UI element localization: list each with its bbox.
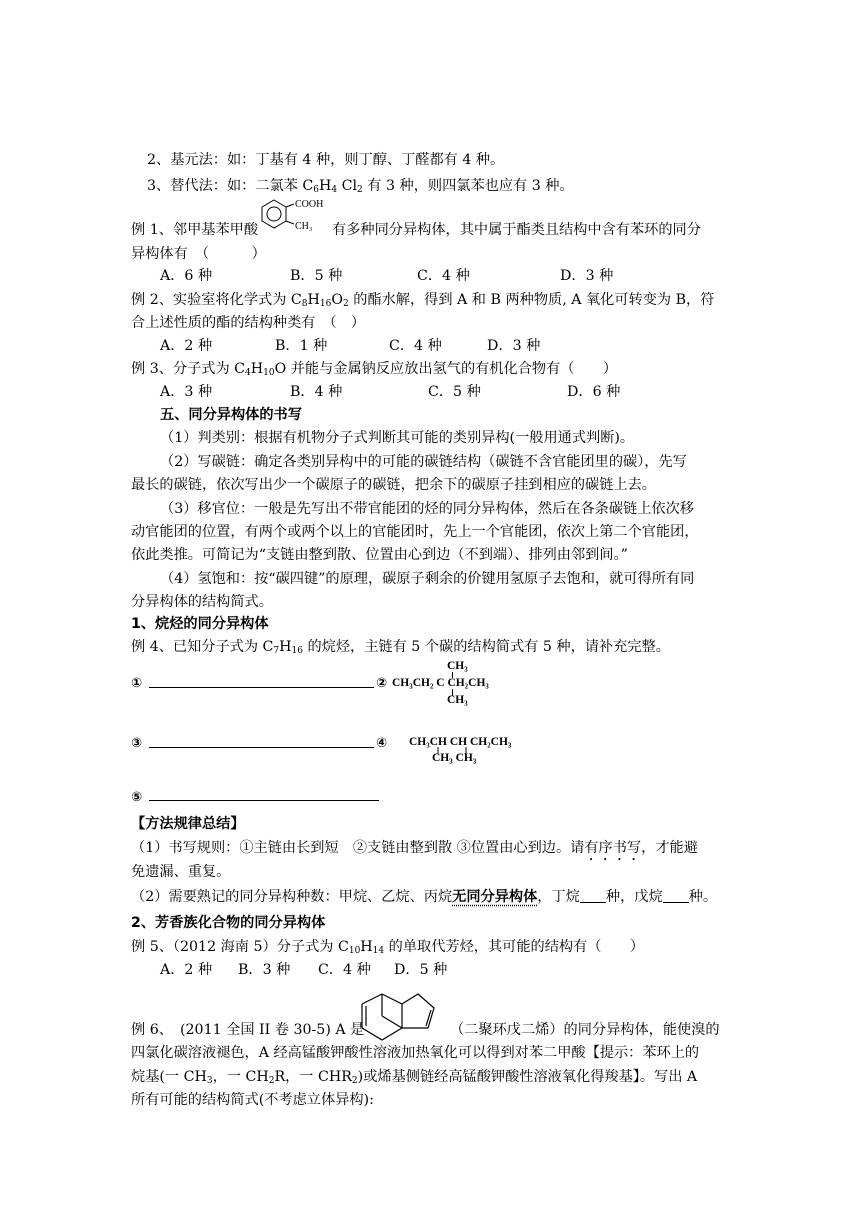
example1-option-a: A．6 种	[160, 268, 213, 284]
example3-option-d: D．6 种	[567, 384, 621, 400]
para-2a: （2）写碳链：确定各类别异构中的可能的碳链结构（碳链不含官能团里的碳），先写	[160, 454, 687, 470]
marker-2: ②	[376, 676, 388, 691]
example1-line1: 例 1、邻甲基苯甲酸	[131, 222, 259, 238]
example1-option-b: B．5 种	[290, 268, 343, 284]
struct4-main-chain: CH₃CH CH CH₂CH₃	[409, 736, 512, 748]
example1-option-c: C．4 种	[417, 268, 470, 284]
text-jiyuanfa: 2、基元法：如：丁基有 4 种，则丁醇、丁醛都有 4 种。	[147, 152, 505, 168]
example3-line1: 例 3、分子式为 $C_4H_{10}O$ 并能与金属钠反应放出氢气的有机化合物有（ ）	[131, 361, 618, 378]
example5-option-c: C．4 种	[318, 962, 371, 978]
example1-option-d: D．3 种	[560, 268, 614, 284]
pentane-blank[interactable]	[663, 888, 689, 903]
text-tidaifa: 3、替代法：如：二氯苯 $C_6H_4$ $Cl_2$ 有 3 种，则四氯苯也应有 3 种。	[147, 178, 574, 195]
butane-blank[interactable]	[580, 888, 606, 903]
marker-3: ③	[131, 736, 143, 751]
answer-blank-5[interactable]	[149, 800, 379, 801]
dicyclopentadiene-structure	[352, 986, 448, 1048]
example2-option-a: A．2 种	[160, 338, 213, 354]
example4-line: 例 4、已知分子式为 $C_7H_{16}$ 的烷烃，主链有 5 个碳的结构简式有 5 种，请补充完整。	[131, 639, 670, 656]
struct4-bonds	[436, 747, 476, 755]
para-4b: 分异构体的结构简式。	[131, 594, 273, 610]
example6-line1b: （二聚环戊二烯）的同分异构体，能使溴的	[450, 1022, 720, 1038]
struct2-bottom-ch3: CH₃	[447, 694, 468, 706]
rule-1-cont: 免遗漏、重复。	[131, 864, 231, 880]
example5-line: 例 5、（2012 海南 5）分子式为 $C_{10}H_{14}$ 的单取代芳烃，其可能的结构有（ ）	[131, 939, 645, 956]
struct2-top-ch3: CH₃	[447, 660, 468, 672]
example1-line2: 异构体有 （ ）	[131, 246, 266, 262]
section-heading-five: 五、同分异构体的书写	[160, 407, 302, 423]
example3-option-c: C．5 种	[428, 384, 481, 400]
answer-blank-1[interactable]	[149, 687, 374, 688]
ch3-label: CH₃	[295, 221, 313, 232]
struct4-branches: CH₃ CH₃	[432, 752, 477, 764]
marker-4: ④	[376, 736, 388, 751]
struct2-main-chain: CH₃CH₂ C CH₂CH₃	[392, 677, 489, 689]
answer-blank-3[interactable]	[149, 747, 374, 748]
example2-option-b: B．1 种	[275, 338, 328, 354]
example2-line2: 合上述性质的酯的结构种类有 （ ）	[131, 315, 366, 331]
example6-line2: 四氯化碳溶液褪色，A 经高锰酸钾酸性溶液加热氧化可以得到对苯二甲酸【提示：苯环上的	[131, 1045, 700, 1061]
example5-option-d: D．5 种	[394, 962, 448, 978]
para-1: （1）判类别：根据有机物分子式判断其可能的类别异构(一般用通式判断)。	[160, 430, 635, 446]
example2-option-c: C．4 种	[389, 338, 442, 354]
example3-option-a: A．3 种	[160, 384, 213, 400]
example5-option-a: A．2 种	[160, 962, 213, 978]
struct2-bonds	[451, 671, 455, 697]
example3-option-b: B．4 种	[290, 384, 343, 400]
cooh-label: COOH	[295, 199, 324, 210]
para-2b: 最长的碳链，依次写出少一个碳原子的碳链，把余下的碳原子挂到相应的碳链上去。	[131, 477, 656, 493]
heading-alkane-isomers: 1、烷烃的同分异构体	[131, 616, 269, 632]
example1-line1b: 有多种同分异构体，其中属于酯类且结构中含有苯环的同分	[332, 222, 701, 238]
rule-1: （1）书写规则：①主链由长到短 ②支链由整到散 ③位置由心到边。请有序书写，才能避	[131, 840, 698, 856]
marker-5: ⑤	[131, 790, 143, 805]
example2-line1: 例 2、实验室将化学式为 $C_8H_{16}O_2$ 的酯水解，得到 A 和 B 两种物质, A 氧化可转变为 B，符	[131, 292, 715, 309]
para-3c: 依此类推。可简记为“支链由整到散、位置由心到边（不到端）、排列由邻到间。”	[131, 547, 628, 563]
para-3a: （3）移官位：一般是先写出不带官能团的烃的同分异构体，然后在各条碳链上依次移	[160, 501, 694, 517]
summary-heading: 【方法规律总结】	[131, 816, 245, 832]
marker-1: ①	[131, 676, 143, 691]
example6-line4: 所有可能的结构简式(不考虑立体异构):	[131, 1092, 374, 1108]
para-3b: 动官能团的位置，有两个或两个以上的官能团时，先上一个官能团，依次上第二个官能团，	[131, 524, 699, 540]
example6-line1: 例 6、 (2011 全国 II 卷 30-5) A 是	[131, 1022, 365, 1038]
example6-line3: 烷基(一 $CH_3$，一 $CH_2R$，一 $CHR_2$)或烯基侧链经高锰酸钾酸性溶液氧化得羧基】。写出 A	[131, 1069, 698, 1086]
heading-aromatic-isomers: 2、芳香族化合物的同分异构体	[131, 915, 326, 931]
example5-option-b: B．3 种	[238, 962, 291, 978]
example2-option-d: D．3 种	[487, 338, 541, 354]
o-toluic-acid-structure	[258, 196, 328, 238]
rule-2: （2）需要熟记的同分异构种数：甲烷、乙烷、丙烷无同分异构体，丁烷 种，戊烷 种。	[131, 889, 718, 905]
para-4a: （4）氢饱和：按“碳四键”的原理，碳原子剩余的价键用氢原子去饱和，就可得所有同	[160, 571, 695, 587]
